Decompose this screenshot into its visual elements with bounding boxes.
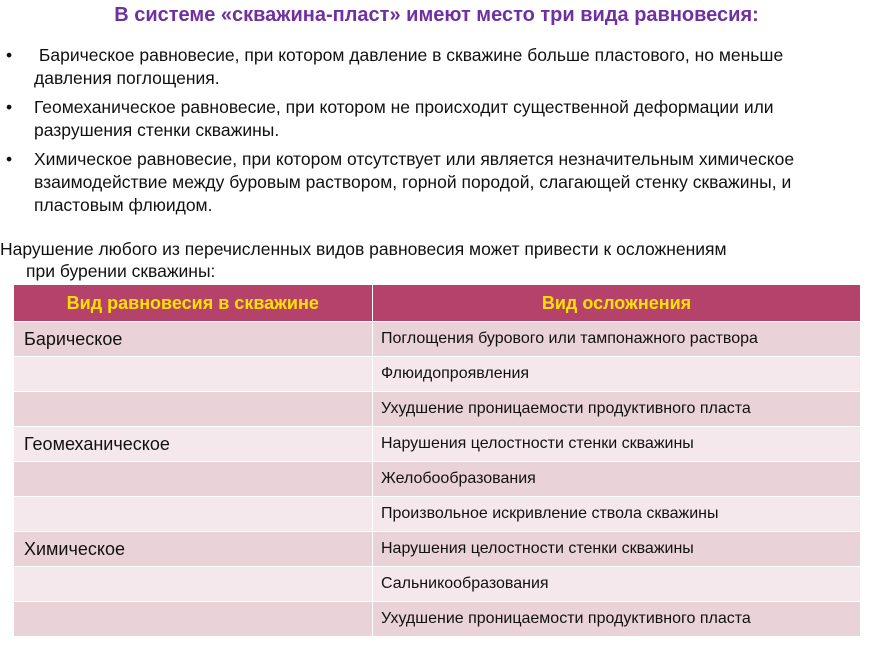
cell-type: Химическое	[14, 532, 373, 567]
table-row	[14, 427, 861, 462]
table-row	[14, 462, 861, 497]
bullet-marker: •	[6, 149, 13, 169]
cell-type: Геомеханическое	[14, 427, 373, 462]
list-item	[0, 44, 873, 90]
cell-type	[14, 567, 373, 602]
table-row	[14, 322, 861, 357]
table-header-row	[14, 285, 861, 322]
bullet-list	[0, 44, 873, 223]
bullet-text: Химическое равновесие, при котором отсутствует или является незначительным химическое взаимодействие между буровым раствором, горной породой, слагающей стенку скважины, и пластовым флюидом.	[34, 149, 795, 215]
bullet-marker: •	[6, 45, 13, 65]
page-title: В системе «скважина-пласт» имеют место три вида равновесия:	[114, 4, 759, 26]
table-row	[14, 392, 861, 427]
column-header-complication: Вид осложнения	[373, 285, 861, 322]
cell-complication: Произвольное искривление ствола скважины	[373, 497, 861, 532]
cell-type	[14, 357, 373, 392]
cell-complication: Сальникообразования	[373, 567, 861, 602]
cell-complication: Ухудшение проницаемости продуктивного пласта	[373, 392, 861, 427]
table-row	[14, 602, 861, 637]
cell-complication: Ухудшение проницаемости продуктивного пласта	[373, 602, 861, 637]
paragraph-line: при бурении скважины:	[26, 261, 216, 281]
paragraph-line: Нарушение любого из перечисленных видов равновесия может привести к осложнениям	[0, 239, 727, 259]
cell-complication: Поглощения бурового или тампонажного раствора	[373, 322, 861, 357]
bullet-marker: •	[6, 97, 13, 117]
list-item	[0, 96, 873, 142]
cell-type	[14, 392, 373, 427]
table-row	[14, 532, 861, 567]
equilibrium-table	[13, 285, 861, 637]
bullet-text: Барическое равновесие, при котором давление в скважине больше пластового, но меньше давления поглощения.	[34, 45, 789, 88]
cell-complication: Желобообразования	[373, 462, 861, 497]
table-row	[14, 357, 861, 392]
cell-type	[14, 462, 373, 497]
table-row	[14, 497, 861, 532]
cell-complication: Нарушения целостности стенки скважины	[373, 532, 861, 567]
table-row	[14, 567, 861, 602]
cell-complication: Флюидопроявления	[373, 357, 861, 392]
cell-type: Барическое	[14, 322, 373, 357]
consequence-paragraph	[0, 238, 860, 282]
cell-type	[14, 497, 373, 532]
list-item	[0, 148, 873, 217]
cell-complication: Нарушения целостности стенки скважины	[373, 427, 861, 462]
bullet-text: Геомеханическое равновесие, при котором не происходит существенной деформации или разрушения стенки скважины.	[34, 97, 774, 140]
cell-type	[14, 602, 373, 637]
column-header-type: Вид равновесия в скважине	[14, 285, 373, 322]
